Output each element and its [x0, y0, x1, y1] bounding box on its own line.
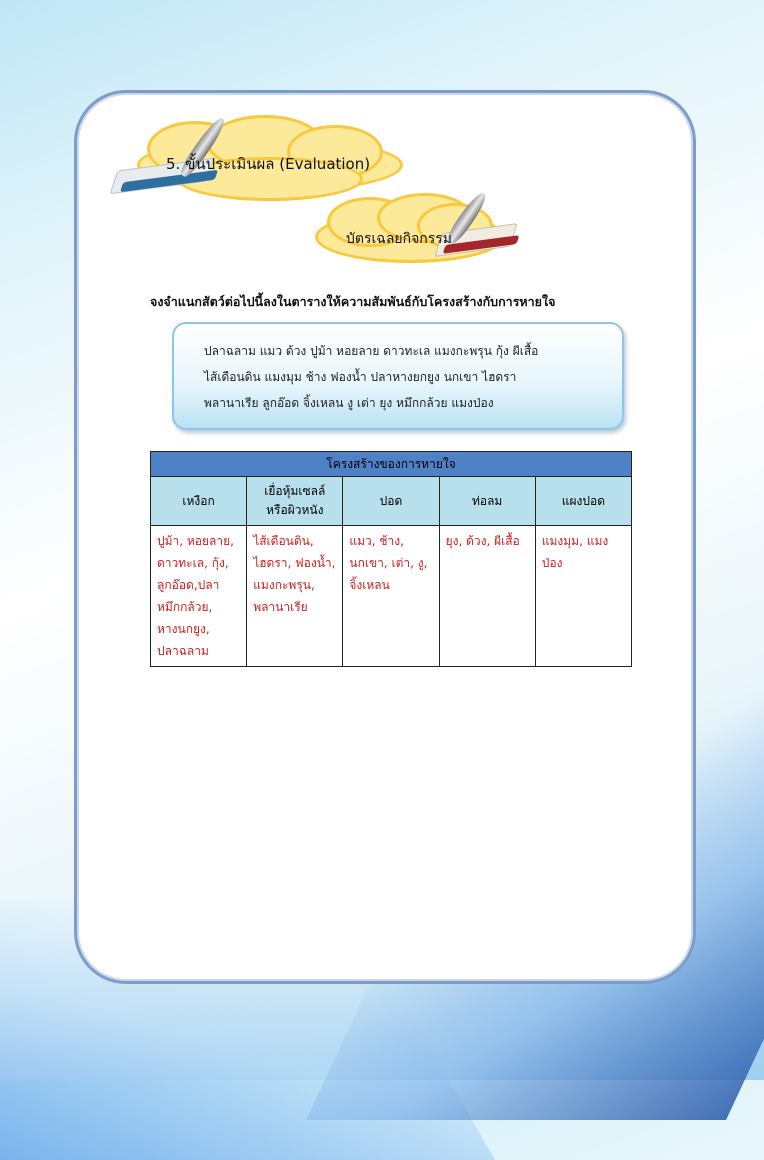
cell-trachea: ยุง, ด้วง, ผีเสื้อ: [439, 526, 535, 667]
instruction-text: จงจำแนกสัตว์ต่อไปนี้ลงในตารางให้ความสัมพันธ์กับโครงสร้างกับการหายใจ: [150, 294, 556, 309]
card-title: บัตรเฉลยกิจกรรม: [346, 231, 453, 247]
word-bank-line: ไส้เดือนดิน แมงมุม ช้าง ฟองน้ำ ปลาหางยกยูง นกเขา ไฮดรา: [204, 370, 517, 384]
cell-gills: ปูม้า, หอยลาย, ดาวทะเล, กุ้ง, ลูกอ๊อด,ปลา หมึกกล้วย, หางนกยูง, ปลาฉลาม: [151, 526, 247, 667]
column-header-lungs: ปอด: [343, 477, 439, 526]
column-header-trachea: ท่อลม: [439, 477, 535, 526]
column-header-membrane-skin: เยื่อหุ้มเซลล์ หรือผิวหนัง: [247, 477, 343, 526]
column-header-book-lungs: แผงปอด: [535, 477, 631, 526]
respiration-table: [150, 451, 632, 667]
step-title: 5. ขั้นประเมินผล (Evaluation): [166, 155, 371, 173]
cell-book-lungs: แมงมุม, แมง ป่อง: [535, 526, 631, 667]
word-bank-line: ปลาฉลาม แมว ด้วง ปูม้า หอยลาย ดาวทะเล แมงกะพรุน กุ้ง ผีเสื้อ: [204, 344, 539, 358]
table-row: [151, 526, 632, 667]
cell-lungs: แมว, ช้าง, นกเขา, เต่า, งู, จิ้งเหลน: [343, 526, 439, 667]
word-bank-line: พลานาเรีย ลูกอ๊อด จิ้งเหลน งู เต่า ยุง หมึกกล้วย แมงป่อง: [204, 396, 494, 410]
table-title: โครงสร้างของการหายใจ: [151, 452, 632, 477]
word-bank: [172, 322, 624, 430]
column-header-gills: เหงือก: [151, 477, 247, 526]
cell-membrane-skin: ไส้เดือนดิน, ไฮดรา, ฟองน้ำ, แมงกะพรุน, พลานาเรีย: [247, 526, 343, 667]
